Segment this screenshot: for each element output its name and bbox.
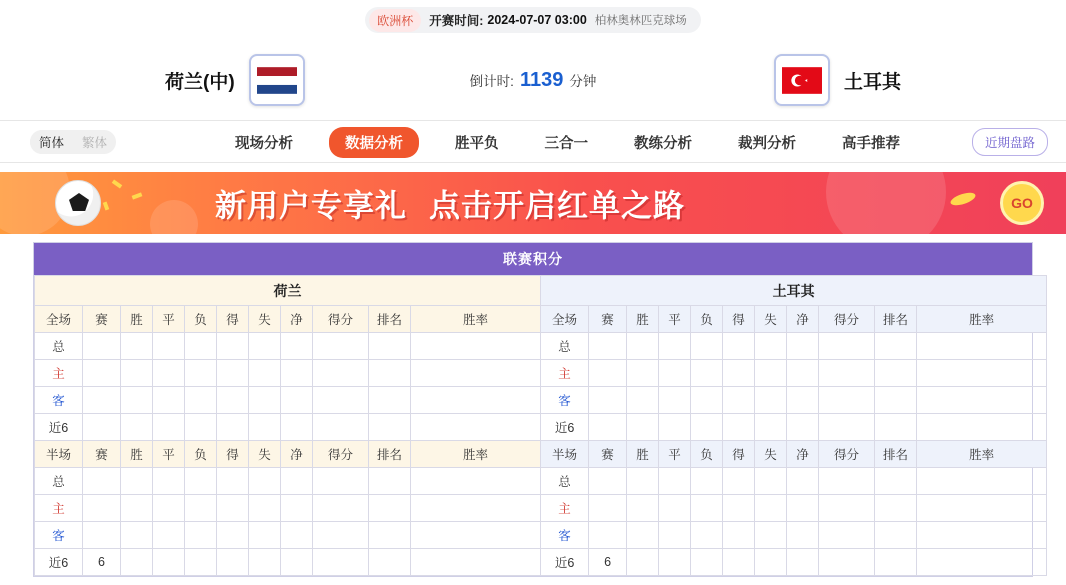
cell bbox=[627, 468, 659, 495]
left-col-games-half: 赛 bbox=[83, 441, 121, 468]
cell bbox=[627, 333, 659, 360]
cell bbox=[917, 495, 1047, 522]
teams-header bbox=[0, 40, 1066, 120]
cell bbox=[819, 414, 875, 441]
cell bbox=[723, 495, 755, 522]
cell bbox=[281, 495, 313, 522]
cell bbox=[121, 333, 153, 360]
left-col-for: 得 bbox=[217, 306, 249, 333]
cell bbox=[875, 549, 917, 576]
soccer-ball-icon bbox=[55, 180, 101, 226]
cell bbox=[217, 522, 249, 549]
league-standings-table bbox=[33, 242, 1033, 577]
right-col-games-half: 赛 bbox=[589, 441, 627, 468]
banner-headline bbox=[215, 181, 685, 226]
cell bbox=[121, 495, 153, 522]
right-col-games: 赛 bbox=[589, 306, 627, 333]
tab-data-analysis[interactable]: 数据分析 bbox=[329, 127, 419, 158]
cell bbox=[755, 468, 787, 495]
cell bbox=[723, 333, 755, 360]
cell bbox=[313, 522, 369, 549]
cell bbox=[153, 468, 185, 495]
cell bbox=[411, 333, 541, 360]
cell bbox=[659, 549, 691, 576]
cell bbox=[281, 549, 313, 576]
cell bbox=[589, 387, 627, 414]
cell bbox=[121, 360, 153, 387]
cell bbox=[787, 495, 819, 522]
tab-referee-analysis[interactable]: 裁判分析 bbox=[738, 136, 796, 152]
cell bbox=[627, 360, 659, 387]
cell bbox=[819, 549, 875, 576]
fulltime-column-header-row bbox=[35, 306, 1047, 333]
cell bbox=[875, 495, 917, 522]
cell bbox=[369, 333, 411, 360]
banner-confetti bbox=[103, 202, 109, 211]
cell bbox=[787, 549, 819, 576]
cell bbox=[411, 387, 541, 414]
left-col-points-half: 得分 bbox=[313, 441, 369, 468]
cell bbox=[281, 414, 313, 441]
cell bbox=[249, 495, 281, 522]
left-col-lose: 负 bbox=[185, 306, 217, 333]
cell bbox=[875, 360, 917, 387]
countdown-value: 1139 bbox=[519, 68, 564, 91]
cell bbox=[153, 387, 185, 414]
venue-name: 柏林奥林匹克球场 bbox=[594, 15, 687, 27]
cell bbox=[819, 522, 875, 549]
cell bbox=[723, 414, 755, 441]
away-flag-box bbox=[774, 54, 830, 106]
right-col-lose-half: 负 bbox=[691, 441, 723, 468]
cell bbox=[185, 468, 217, 495]
cell bbox=[589, 414, 627, 441]
countdown bbox=[470, 69, 597, 92]
cell bbox=[281, 360, 313, 387]
left-col-win-half: 胜 bbox=[121, 441, 153, 468]
cell bbox=[589, 522, 627, 549]
table-title: 联赛积分 bbox=[34, 243, 1032, 275]
cell bbox=[917, 333, 1047, 360]
cell bbox=[83, 522, 121, 549]
cell bbox=[691, 360, 723, 387]
left-col-diff: 净 bbox=[281, 306, 313, 333]
cell bbox=[787, 468, 819, 495]
cell bbox=[217, 414, 249, 441]
cell bbox=[755, 495, 787, 522]
cell bbox=[313, 360, 369, 387]
cell bbox=[83, 414, 121, 441]
cell bbox=[787, 414, 819, 441]
cell bbox=[917, 387, 1047, 414]
tab-live-analysis[interactable]: 现场分析 bbox=[235, 136, 293, 152]
cell bbox=[627, 387, 659, 414]
row-label-away: 客 bbox=[541, 522, 589, 549]
cell bbox=[917, 360, 1047, 387]
row-label-last6: 近6 bbox=[35, 549, 83, 576]
cell bbox=[249, 360, 281, 387]
cell bbox=[691, 522, 723, 549]
cell bbox=[691, 414, 723, 441]
row-label-total: 总 bbox=[541, 333, 589, 360]
cell bbox=[659, 333, 691, 360]
cell bbox=[691, 333, 723, 360]
cell bbox=[659, 522, 691, 549]
cell bbox=[249, 387, 281, 414]
cell bbox=[121, 549, 153, 576]
cell bbox=[313, 333, 369, 360]
table-row bbox=[35, 333, 1047, 360]
cell bbox=[217, 333, 249, 360]
banner-bubble bbox=[150, 200, 198, 234]
right-col-against: 失 bbox=[755, 306, 787, 333]
cell bbox=[281, 522, 313, 549]
right-col-for: 得 bbox=[723, 306, 755, 333]
left-col-against: 失 bbox=[249, 306, 281, 333]
banner-confetti bbox=[112, 179, 122, 188]
cell bbox=[589, 495, 627, 522]
halftime-column-header-row bbox=[35, 441, 1047, 468]
cell bbox=[917, 414, 1047, 441]
cell bbox=[787, 333, 819, 360]
cell: 6 bbox=[589, 549, 627, 576]
cell bbox=[185, 522, 217, 549]
team-header-row bbox=[35, 276, 1047, 306]
banner-line1: 新用户专享礼 bbox=[215, 188, 407, 224]
banner-bubble bbox=[826, 172, 946, 234]
cell bbox=[589, 360, 627, 387]
banner-line2: 点击开启红单之路 bbox=[429, 188, 685, 224]
promo-banner[interactable] bbox=[0, 172, 1066, 234]
cell bbox=[411, 522, 541, 549]
cell bbox=[787, 387, 819, 414]
row-label-away: 客 bbox=[35, 522, 83, 549]
main-nav bbox=[0, 120, 1066, 163]
cell bbox=[755, 522, 787, 549]
cell bbox=[627, 549, 659, 576]
cell bbox=[83, 333, 121, 360]
cell bbox=[281, 468, 313, 495]
cell bbox=[369, 495, 411, 522]
row-label-total: 总 bbox=[35, 468, 83, 495]
cell bbox=[787, 522, 819, 549]
cell bbox=[917, 522, 1047, 549]
cell bbox=[153, 495, 185, 522]
netherlands-flag-icon bbox=[257, 67, 297, 94]
cell bbox=[369, 414, 411, 441]
home-team-name: 荷兰(中) bbox=[165, 71, 235, 93]
cell bbox=[627, 414, 659, 441]
table-row bbox=[35, 522, 1047, 549]
tab-three-in-one[interactable]: 三合一 bbox=[544, 136, 588, 152]
tab-coach-analysis[interactable]: 教练分析 bbox=[634, 136, 692, 152]
cell bbox=[875, 333, 917, 360]
cell bbox=[369, 468, 411, 495]
cell bbox=[659, 414, 691, 441]
cell: 6 bbox=[83, 549, 121, 576]
cell bbox=[185, 387, 217, 414]
lang-traditional[interactable]: 繁体 bbox=[82, 135, 108, 150]
cell bbox=[369, 360, 411, 387]
left-col-lose-half: 负 bbox=[185, 441, 217, 468]
cell bbox=[369, 387, 411, 414]
cell bbox=[411, 495, 541, 522]
banner-swoosh bbox=[949, 190, 977, 208]
cell bbox=[313, 495, 369, 522]
cell bbox=[185, 495, 217, 522]
table-row bbox=[35, 495, 1047, 522]
left-team-header: 荷兰 bbox=[35, 276, 541, 306]
cell bbox=[121, 414, 153, 441]
nav-item-list bbox=[225, 121, 910, 164]
cell bbox=[723, 360, 755, 387]
cell bbox=[369, 522, 411, 549]
cell bbox=[185, 360, 217, 387]
cell bbox=[153, 522, 185, 549]
cell bbox=[819, 387, 875, 414]
tab-expert-picks[interactable]: 高手推荐 bbox=[842, 136, 900, 152]
table-row bbox=[35, 387, 1047, 414]
cell bbox=[217, 468, 249, 495]
right-col-points: 得分 bbox=[819, 306, 875, 333]
cell bbox=[185, 333, 217, 360]
cell bbox=[723, 522, 755, 549]
row-label-home: 主 bbox=[35, 360, 83, 387]
cell bbox=[249, 468, 281, 495]
cell bbox=[121, 522, 153, 549]
cell bbox=[875, 522, 917, 549]
cell bbox=[185, 549, 217, 576]
left-col-rank-half: 排名 bbox=[369, 441, 411, 468]
table-row bbox=[35, 549, 1047, 576]
right-half-label: 半场 bbox=[541, 441, 589, 468]
cell bbox=[411, 549, 541, 576]
cell bbox=[691, 468, 723, 495]
cell bbox=[281, 333, 313, 360]
cell bbox=[659, 387, 691, 414]
cell bbox=[819, 468, 875, 495]
away-team[interactable] bbox=[774, 54, 901, 106]
cell bbox=[875, 387, 917, 414]
right-col-rank: 排名 bbox=[875, 306, 917, 333]
cell bbox=[875, 414, 917, 441]
cell bbox=[787, 360, 819, 387]
cell bbox=[691, 495, 723, 522]
cell bbox=[83, 387, 121, 414]
cell bbox=[83, 360, 121, 387]
row-label-total: 总 bbox=[35, 333, 83, 360]
kickoff-time: 2024-07-07 03:00 bbox=[487, 13, 587, 27]
cell bbox=[313, 387, 369, 414]
cell bbox=[917, 549, 1047, 576]
cell bbox=[83, 468, 121, 495]
cell bbox=[819, 333, 875, 360]
standings-grid bbox=[34, 275, 1047, 576]
right-col-winrate: 胜率 bbox=[917, 306, 1047, 333]
turkey-flag-icon bbox=[782, 67, 822, 94]
countdown-label: 倒计时: bbox=[469, 73, 514, 89]
cell bbox=[217, 360, 249, 387]
cell bbox=[313, 468, 369, 495]
left-col-win: 胜 bbox=[121, 306, 153, 333]
left-full-label: 全场 bbox=[35, 306, 83, 333]
lang-simplified[interactable]: 简体 bbox=[30, 130, 73, 154]
cell bbox=[755, 549, 787, 576]
row-label-last6: 近6 bbox=[35, 414, 83, 441]
right-col-against-half: 失 bbox=[755, 441, 787, 468]
cell bbox=[755, 387, 787, 414]
cell bbox=[313, 549, 369, 576]
cell bbox=[755, 360, 787, 387]
left-col-winrate: 胜率 bbox=[411, 306, 541, 333]
cell bbox=[589, 333, 627, 360]
cell bbox=[755, 414, 787, 441]
cell bbox=[691, 387, 723, 414]
cell bbox=[411, 360, 541, 387]
kickoff-label: 开赛时间: bbox=[429, 14, 484, 28]
right-col-diff: 净 bbox=[787, 306, 819, 333]
row-label-home: 主 bbox=[35, 495, 83, 522]
match-info-bar bbox=[0, 0, 1066, 40]
cell bbox=[217, 495, 249, 522]
cell bbox=[281, 387, 313, 414]
row-label-total: 总 bbox=[541, 468, 589, 495]
cell bbox=[153, 360, 185, 387]
left-col-winrate-half: 胜率 bbox=[411, 441, 541, 468]
countdown-unit: 分钟 bbox=[569, 73, 597, 89]
right-col-lose: 负 bbox=[691, 306, 723, 333]
home-flag-box bbox=[249, 54, 305, 106]
recent-odds-button[interactable]: 近期盘路 bbox=[972, 128, 1048, 156]
banner-confetti bbox=[132, 192, 143, 199]
cell bbox=[249, 414, 281, 441]
cell bbox=[217, 549, 249, 576]
away-team-name: 土耳其 bbox=[843, 71, 901, 93]
cell bbox=[723, 549, 755, 576]
row-label-last6: 近6 bbox=[541, 549, 589, 576]
cell bbox=[83, 495, 121, 522]
table-row bbox=[35, 414, 1047, 441]
tab-win-draw-lose[interactable]: 胜平负 bbox=[455, 136, 499, 152]
cell bbox=[411, 468, 541, 495]
banner-go-button[interactable]: GO bbox=[1000, 181, 1044, 225]
cell bbox=[249, 549, 281, 576]
row-label-away: 客 bbox=[541, 387, 589, 414]
left-col-draw: 平 bbox=[153, 306, 185, 333]
right-col-win: 胜 bbox=[627, 306, 659, 333]
cell bbox=[313, 414, 369, 441]
cell bbox=[217, 387, 249, 414]
right-col-win-half: 胜 bbox=[627, 441, 659, 468]
right-team-header: 土耳其 bbox=[541, 276, 1047, 306]
cell bbox=[875, 468, 917, 495]
cell bbox=[249, 522, 281, 549]
cell bbox=[589, 468, 627, 495]
cell bbox=[819, 495, 875, 522]
cell bbox=[153, 333, 185, 360]
right-full-label: 全场 bbox=[541, 306, 589, 333]
row-label-home: 主 bbox=[541, 360, 589, 387]
cell bbox=[723, 387, 755, 414]
right-col-for-half: 得 bbox=[723, 441, 755, 468]
left-col-games: 赛 bbox=[83, 306, 121, 333]
language-toggle[interactable] bbox=[30, 130, 116, 154]
cell bbox=[627, 522, 659, 549]
cell bbox=[723, 468, 755, 495]
row-label-away: 客 bbox=[35, 387, 83, 414]
cell bbox=[121, 468, 153, 495]
right-col-winrate-half: 胜率 bbox=[917, 441, 1047, 468]
right-col-draw-half: 平 bbox=[659, 441, 691, 468]
row-label-last6: 近6 bbox=[541, 414, 589, 441]
cell bbox=[819, 360, 875, 387]
cell bbox=[153, 414, 185, 441]
table-row bbox=[35, 360, 1047, 387]
cell bbox=[691, 549, 723, 576]
cell bbox=[153, 549, 185, 576]
right-col-diff-half: 净 bbox=[787, 441, 819, 468]
left-col-diff-half: 净 bbox=[281, 441, 313, 468]
match-info-pill bbox=[365, 7, 701, 33]
left-half-label: 半场 bbox=[35, 441, 83, 468]
cell bbox=[411, 414, 541, 441]
right-col-points-half: 得分 bbox=[819, 441, 875, 468]
cell bbox=[249, 333, 281, 360]
table-row bbox=[35, 468, 1047, 495]
left-col-points: 得分 bbox=[313, 306, 369, 333]
cell bbox=[627, 495, 659, 522]
row-label-home: 主 bbox=[541, 495, 589, 522]
cell bbox=[659, 360, 691, 387]
cell bbox=[917, 468, 1047, 495]
cell bbox=[659, 495, 691, 522]
home-team[interactable] bbox=[165, 54, 305, 106]
cell bbox=[755, 333, 787, 360]
left-col-draw-half: 平 bbox=[153, 441, 185, 468]
cell bbox=[369, 549, 411, 576]
right-col-rank-half: 排名 bbox=[875, 441, 917, 468]
competition-badge: 欧洲杯 bbox=[369, 9, 421, 32]
left-col-against-half: 失 bbox=[249, 441, 281, 468]
cell bbox=[121, 387, 153, 414]
cell bbox=[659, 468, 691, 495]
left-col-rank: 排名 bbox=[369, 306, 411, 333]
cell bbox=[185, 414, 217, 441]
right-col-draw: 平 bbox=[659, 306, 691, 333]
left-col-for-half: 得 bbox=[217, 441, 249, 468]
